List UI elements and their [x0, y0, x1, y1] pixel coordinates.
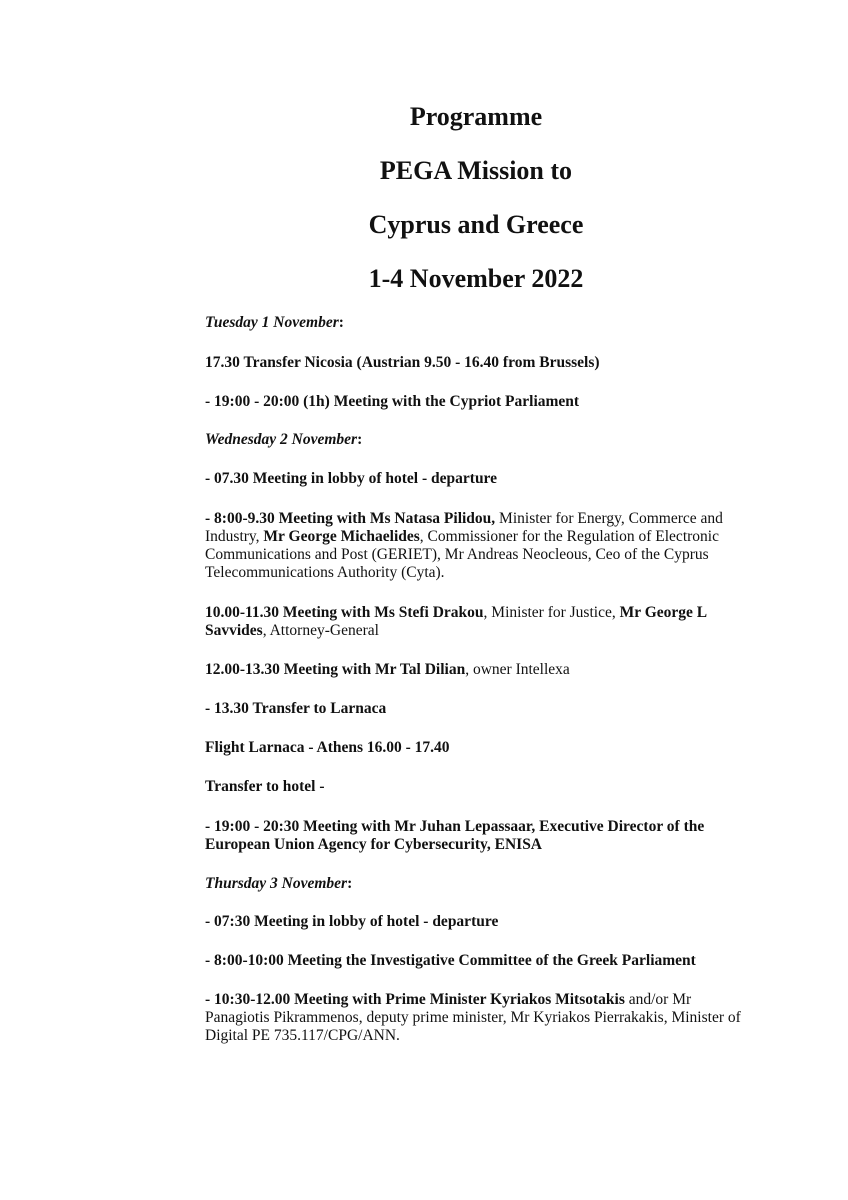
day-label: Tuesday 1 November [205, 314, 339, 331]
schedule-item-transfer-larnaca [205, 700, 755, 718]
day-colon: : [347, 875, 353, 892]
day-label: Thursday 3 November [205, 875, 348, 892]
item-bold: - 10:30-12.00 Meeting with Prime Minister Kyriakos Mitsotakis [205, 991, 625, 1008]
item-text: - 13.30 Transfer to Larnaca [205, 700, 387, 717]
item-text: , Attorney-General [262, 622, 379, 639]
schedule-item-transfer-nicosia [205, 354, 755, 372]
day-colon: : [357, 431, 363, 448]
item-text: and/or Mr Panagiotis Pikrammenos, deputy prime minister, Mr Kyriakos Pierrakakis, Minister of Digital PE 735.117/CPG/ANN. [205, 991, 741, 1044]
item-text: - 07.30 Meeting in lobby of hotel - departure [205, 470, 498, 487]
item-text: - 8:00-10:00 Meeting the Investigative Committee of the Greek Parliament [205, 952, 696, 969]
item-text: Transfer to hotel - [205, 778, 325, 795]
item-text: - 19:00 - 20:30 Meeting with Mr Juhan Lepassaar, Executive Director of the European Union Agency for Cybersecurity, ENISA [205, 818, 705, 853]
item-text: , Minister for Justice, [483, 604, 620, 621]
schedule-item-lobby-thursday [205, 913, 755, 931]
schedule-item-meeting-prime-minister [205, 991, 755, 1045]
item-text: Flight Larnaca - Athens 16.00 - 17.40 [205, 739, 450, 756]
item-bold: - 8:00-9.30 Meeting with Ms Natasa Pilidou, [205, 510, 496, 527]
title-line-dates: 1-4 November 2022 [368, 264, 584, 293]
schedule-item-meeting-pilidou [205, 510, 755, 582]
title-line-mission: PEGA Mission to [379, 156, 573, 185]
day-heading-wednesday [205, 431, 755, 449]
schedule-item-cypriot-parliament [205, 393, 755, 411]
item-bold: Mr George L Savvides [205, 604, 707, 639]
day-heading-tuesday [205, 314, 755, 332]
item-text: 17.30 Transfer Nicosia (Austrian 9.50 - 16.40 from Brussels) [205, 354, 600, 371]
schedule-item-meeting-drakou [205, 604, 755, 640]
item-text: Minister for Energy, Commerce and Industry, [205, 510, 723, 545]
day-label: Wednesday 2 November [205, 431, 358, 448]
item-bold: Mr George Michaelides [263, 528, 420, 545]
item-bold: 10.00-11.30 Meeting with Ms Stefi Drakou [205, 604, 484, 621]
schedule-item-lobby-wednesday [205, 470, 755, 488]
item-text: - 19:00 - 20:00 (1h) Meeting with the Cypriot Parliament [205, 393, 580, 410]
day-heading-thursday [205, 875, 755, 893]
schedule-item-flight-athens [205, 739, 755, 757]
item-text: , Commissioner for the Regulation of Electronic Communications and Post (GERIET), Mr Andreas Neocleous, Ceo of the Cyprus Telecommunications Authority (Cyta). [205, 528, 719, 581]
schedule-item-meeting-enisa [205, 818, 755, 854]
item-text: , owner Intellexa [465, 661, 570, 678]
schedule-item-investigative-committee [205, 952, 755, 970]
schedule-item-transfer-hotel [205, 778, 755, 796]
title-line-programme: Programme [409, 102, 543, 131]
item-bold: 12.00-13.30 Meeting with Mr Tal Dilian [205, 661, 466, 678]
title-line-countries: Cyprus and Greece [368, 210, 584, 239]
item-text: - 07:30 Meeting in lobby of hotel - departure [205, 913, 499, 930]
schedule-item-meeting-dilian [205, 661, 755, 679]
day-colon: : [338, 314, 344, 331]
